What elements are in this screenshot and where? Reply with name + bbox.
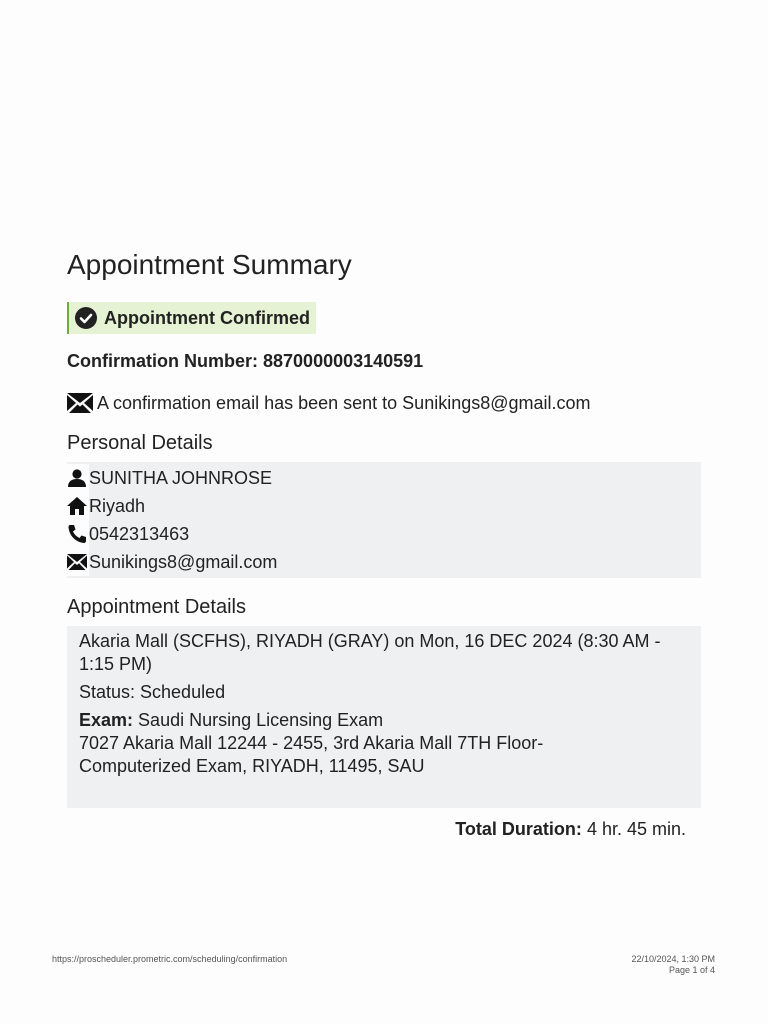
footer-datetime: 22/10/2024, 1:30 PM (631, 954, 715, 964)
exam-label: Exam: (79, 710, 134, 730)
page-title: Appointment Summary (67, 249, 352, 280)
appointment-details-box (67, 626, 701, 808)
check-circle-icon (75, 307, 97, 329)
total-duration (67, 818, 701, 840)
appointment-exam (79, 709, 689, 732)
footer-meta (631, 954, 715, 976)
envelope-icon (67, 393, 93, 413)
confirmation-email-text: A confirmation email has been sent to Sunikings8@gmail.com (97, 393, 591, 413)
appointment-details-title: Appointment Details (67, 596, 246, 618)
personal-email-row (67, 548, 701, 576)
personal-city: Riyadh (89, 495, 146, 516)
footer-url: https://proscheduler.prometric.com/scheduling/confirmation (52, 954, 288, 964)
personal-email: Sunikings8@gmail.com (89, 551, 278, 572)
personal-name-row (67, 464, 701, 492)
home-icon (67, 497, 87, 515)
personal-name: SUNITHA JOHNROSE (89, 467, 273, 488)
personal-phone: 0542313463 (89, 523, 190, 544)
confirmation-number-value: 8870000003140591 (263, 351, 424, 371)
appointment-status: Status: Scheduled (79, 682, 226, 702)
confirmation-email-note (67, 392, 701, 414)
envelope-icon (67, 553, 87, 571)
personal-phone-row (67, 520, 701, 548)
appointment-location-datetime: Akaria Mall (SCFHS), RIYADH (GRAY) on Mon, 16 DEC 2024 (8:30 AM - 1:15 PM) (79, 631, 661, 674)
personal-details-title: Personal Details (67, 432, 213, 454)
appointment-summary (67, 248, 701, 840)
appointment-address-line2: Computerized Exam, RIYADH, 11495, SAU (79, 756, 425, 776)
confirmation-number-label: Confirmation Number: (67, 351, 258, 371)
footer-page-number: Page 1 of 4 (668, 965, 715, 975)
appointment-address-line1: 7027 Akaria Mall 12244 - 2455, 3rd Akaria Mall 7TH Floor- (79, 733, 544, 753)
exam-name: Saudi Nursing Licensing Exam (138, 710, 384, 730)
status-badge-text: Appointment Confirmed (104, 307, 310, 328)
phone-icon (67, 525, 87, 543)
user-icon (67, 469, 87, 487)
personal-details-box (67, 462, 701, 578)
status-badge (67, 302, 316, 334)
total-duration-label: Total Duration: (455, 819, 582, 839)
total-duration-value: 4 hr. 45 min. (586, 819, 686, 839)
confirmation-number (67, 350, 701, 372)
personal-city-row (67, 492, 701, 520)
